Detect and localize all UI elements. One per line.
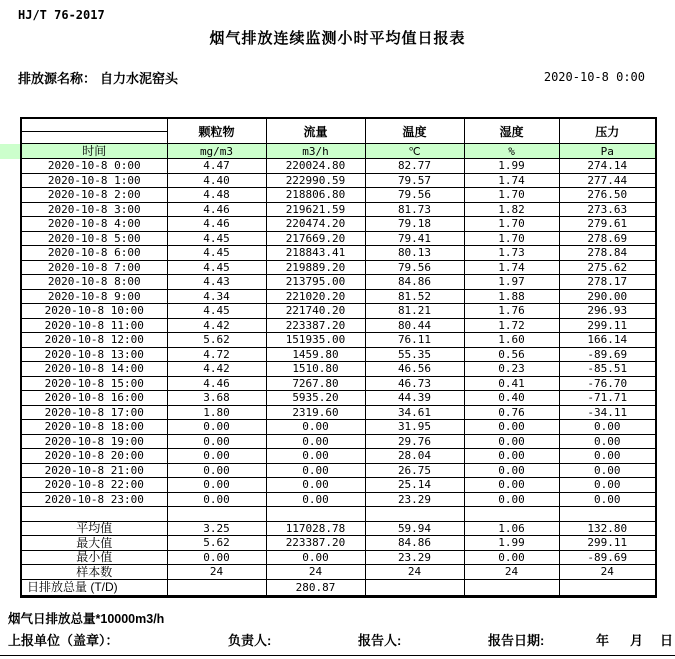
table-row [21, 405, 656, 420]
spacer-cell [21, 507, 167, 522]
summary-temperature-cell: 24 [365, 565, 464, 580]
humidity-cell: 1.76 [464, 304, 559, 319]
particulate-cell: 0.00 [167, 449, 266, 464]
summary-flow-cell: 117028.78 [266, 521, 365, 536]
flow-cell: 0.00 [266, 420, 365, 435]
flow-cell: 5935.20 [266, 391, 365, 406]
table-row [21, 434, 656, 449]
table-row [21, 202, 656, 217]
summary-flow-cell: 223387.20 [266, 536, 365, 551]
humidity-cell: 1.88 [464, 289, 559, 304]
time-cell: 2020-10-8 11:00 [21, 318, 167, 333]
humidity-cell: 0.00 [464, 449, 559, 464]
pressure-cell: -34.11 [559, 405, 656, 420]
humidity-cell: 0.00 [464, 434, 559, 449]
summary-humidity-cell: 0.00 [464, 550, 559, 565]
pressure-cell: 166.14 [559, 333, 656, 348]
humidity-cell: 0.23 [464, 362, 559, 377]
pressure-cell: 0.00 [559, 420, 656, 435]
col-header-pressure: 压力 [559, 118, 656, 144]
humidity-cell: 1.73 [464, 246, 559, 261]
particulate-cell: 4.45 [167, 231, 266, 246]
pressure-cell: 290.00 [559, 289, 656, 304]
summary-pressure-cell: 299.11 [559, 536, 656, 551]
flow-cell: 220474.20 [266, 217, 365, 232]
col-header-flow: 流量 [266, 118, 365, 144]
particulate-cell: 4.46 [167, 202, 266, 217]
standard-code: HJ/T 76-2017 [18, 8, 105, 22]
source-name-label: 排放源名称： [18, 71, 97, 86]
summary-temperature-cell: 23.29 [365, 550, 464, 565]
day-label: 日 [660, 633, 674, 648]
parameter-header-row [21, 118, 656, 144]
spacer-cell [167, 507, 266, 522]
month-label: 月 [630, 633, 644, 648]
flow-cell: 221020.20 [266, 289, 365, 304]
table-row [21, 246, 656, 261]
table-row [21, 217, 656, 232]
temperature-cell: 81.52 [365, 289, 464, 304]
pressure-cell: 0.00 [559, 449, 656, 464]
temperature-cell: 76.11 [365, 333, 464, 348]
humidity-cell: 0.00 [464, 420, 559, 435]
table-row [21, 188, 656, 203]
summary-humidity-cell: 24 [464, 565, 559, 580]
time-cell: 2020-10-8 7:00 [21, 260, 167, 275]
pressure-cell: 0.00 [559, 478, 656, 493]
table-row [21, 173, 656, 188]
table-row [21, 362, 656, 377]
particulate-cell: 4.45 [167, 260, 266, 275]
humidity-cell: 1.70 [464, 217, 559, 232]
pressure-cell: -89.69 [559, 347, 656, 362]
summary-particulate-cell: 24 [167, 565, 266, 580]
time-cell: 2020-10-8 21:00 [21, 463, 167, 478]
summary-label-cell: 平均值 [21, 521, 167, 536]
temperature-cell: 23.29 [365, 492, 464, 507]
pressure-cell: -71.71 [559, 391, 656, 406]
humidity-cell: 0.56 [464, 347, 559, 362]
humidity-cell: 1.74 [464, 260, 559, 275]
unit-particulate-cell: mg/m3 [167, 144, 266, 159]
summary-pressure-cell: 24 [559, 565, 656, 580]
time-cell: 2020-10-8 18:00 [21, 420, 167, 435]
summary-row [21, 550, 656, 565]
summary-particulate-cell: 5.62 [167, 536, 266, 551]
flow-cell: 0.00 [266, 478, 365, 493]
time-cell: 2020-10-8 13:00 [21, 347, 167, 362]
time-cell: 2020-10-8 4:00 [21, 217, 167, 232]
split-divider-line [22, 119, 167, 132]
table-row [21, 478, 656, 493]
summary-particulate-cell: 0.00 [167, 550, 266, 565]
time-cell: 2020-10-8 20:00 [21, 449, 167, 464]
particulate-cell: 5.62 [167, 333, 266, 348]
unit-pressure-cell: Pa [559, 144, 656, 159]
particulate-cell: 4.40 [167, 173, 266, 188]
pressure-cell: 277.44 [559, 173, 656, 188]
pressure-cell: 275.62 [559, 260, 656, 275]
pressure-cell: 278.69 [559, 231, 656, 246]
humidity-cell: 0.76 [464, 405, 559, 420]
temperature-cell: 31.95 [365, 420, 464, 435]
unit-header-row [21, 144, 656, 159]
pressure-cell: 276.50 [559, 188, 656, 203]
humidity-cell: 0.41 [464, 376, 559, 391]
table-row [21, 260, 656, 275]
table-row [21, 289, 656, 304]
summary-label-cell: 日排放总量 (T/D) [21, 579, 167, 596]
table-row [21, 420, 656, 435]
responsible-person-label: 负责人: [228, 633, 272, 648]
flow-cell: 222990.59 [266, 173, 365, 188]
summary-label-cell: 样本数 [21, 565, 167, 580]
time-cell: 2020-10-8 19:00 [21, 434, 167, 449]
time-cell: 2020-10-8 16:00 [21, 391, 167, 406]
temperature-cell: 79.56 [365, 260, 464, 275]
pressure-cell: 279.61 [559, 217, 656, 232]
pressure-cell: -76.70 [559, 376, 656, 391]
humidity-cell: 1.70 [464, 188, 559, 203]
table-row [21, 391, 656, 406]
temperature-cell: 25.14 [365, 478, 464, 493]
spacer-cell [464, 507, 559, 522]
table-row [21, 304, 656, 319]
time-cell: 2020-10-8 17:00 [21, 405, 167, 420]
col-header-temperature: 温度 [365, 118, 464, 144]
pressure-cell: 0.00 [559, 463, 656, 478]
temperature-cell: 46.73 [365, 376, 464, 391]
pressure-cell: 273.63 [559, 202, 656, 217]
summary-flow-cell: 280.87 [266, 579, 365, 596]
time-header-cell [21, 118, 167, 144]
summary-pressure-cell: 132.80 [559, 521, 656, 536]
humidity-cell: 0.00 [464, 463, 559, 478]
time-label-cell: 时间 [21, 144, 167, 159]
time-cell: 2020-10-8 15:00 [21, 376, 167, 391]
particulate-cell: 4.47 [167, 159, 266, 174]
flow-cell: 0.00 [266, 449, 365, 464]
summary-row [21, 521, 656, 536]
spacer-cell [559, 507, 656, 522]
spacer-cell [365, 507, 464, 522]
col-header-humidity: 湿度 [464, 118, 559, 144]
table-row [21, 449, 656, 464]
report-date-label: 报告日期: [488, 633, 545, 648]
flow-cell: 1510.80 [266, 362, 365, 377]
humidity-cell: 1.74 [464, 173, 559, 188]
table-row [21, 231, 656, 246]
spacer-row-group [21, 507, 656, 522]
flow-cell: 2319.60 [266, 405, 365, 420]
particulate-cell: 0.00 [167, 463, 266, 478]
temperature-cell: 44.39 [365, 391, 464, 406]
humidity-cell: 0.40 [464, 391, 559, 406]
summary-particulate-cell [167, 579, 266, 596]
humidity-cell: 0.00 [464, 478, 559, 493]
particulate-cell: 1.80 [167, 405, 266, 420]
time-cell: 2020-10-8 2:00 [21, 188, 167, 203]
time-cell: 2020-10-8 0:00 [21, 159, 167, 174]
temperature-cell: 26.75 [365, 463, 464, 478]
summary-row [21, 579, 656, 596]
temperature-cell: 84.86 [365, 275, 464, 290]
report-datetime: 2020-10-8 0:00 [543, 70, 645, 84]
flow-cell: 151935.00 [266, 333, 365, 348]
pressure-cell: 0.00 [559, 492, 656, 507]
flow-cell: 0.00 [266, 463, 365, 478]
temperature-cell: 79.57 [365, 173, 464, 188]
table-row [21, 376, 656, 391]
particulate-cell: 0.00 [167, 420, 266, 435]
particulate-cell: 0.00 [167, 434, 266, 449]
flow-cell: 1459.80 [266, 347, 365, 362]
pressure-cell: 274.14 [559, 159, 656, 174]
time-cell: 2020-10-8 6:00 [21, 246, 167, 261]
summary-pressure-cell: -89.69 [559, 550, 656, 565]
particulate-cell: 0.00 [167, 478, 266, 493]
particulate-cell: 3.68 [167, 391, 266, 406]
humidity-cell: 1.60 [464, 333, 559, 348]
time-cell: 2020-10-8 23:00 [21, 492, 167, 507]
particulate-cell: 4.46 [167, 376, 266, 391]
time-cell: 2020-10-8 10:00 [21, 304, 167, 319]
particulate-cell: 0.00 [167, 492, 266, 507]
summary-row [21, 536, 656, 551]
table-row [21, 347, 656, 362]
flow-total-note: 烟气日排放总量*10000m3/h [8, 612, 165, 626]
flow-cell: 219889.20 [266, 260, 365, 275]
humidity-cell: 0.00 [464, 492, 559, 507]
time-cell: 2020-10-8 5:00 [21, 231, 167, 246]
summary-flow-cell: 0.00 [266, 550, 365, 565]
summary-particulate-cell: 3.25 [167, 521, 266, 536]
pressure-cell: 278.84 [559, 246, 656, 261]
temperature-cell: 79.18 [365, 217, 464, 232]
temperature-cell: 79.41 [365, 231, 464, 246]
flow-cell: 7267.80 [266, 376, 365, 391]
humidity-cell: 1.72 [464, 318, 559, 333]
particulate-cell: 4.42 [167, 318, 266, 333]
monitoring-table [20, 117, 657, 598]
unit-flow-cell: m3/h [266, 144, 365, 159]
summary-temperature-cell: 59.94 [365, 521, 464, 536]
humidity-cell: 1.70 [464, 231, 559, 246]
time-cell: 2020-10-8 3:00 [21, 202, 167, 217]
table-row [21, 333, 656, 348]
temperature-cell: 55.35 [365, 347, 464, 362]
summary-humidity-cell: 1.99 [464, 536, 559, 551]
table-row [21, 492, 656, 507]
reporter-label: 报告人: [358, 633, 402, 648]
temperature-cell: 29.76 [365, 434, 464, 449]
bottom-divider [0, 655, 675, 656]
flow-cell: 0.00 [266, 434, 365, 449]
pressure-cell: 0.00 [559, 434, 656, 449]
particulate-cell: 4.42 [167, 362, 266, 377]
flow-cell: 221740.20 [266, 304, 365, 319]
particulate-cell: 4.72 [167, 347, 266, 362]
summary-flow-cell: 24 [266, 565, 365, 580]
particulate-cell: 4.34 [167, 289, 266, 304]
time-cell: 2020-10-8 1:00 [21, 173, 167, 188]
time-cell: 2020-10-8 14:00 [21, 362, 167, 377]
summary-pressure-cell [559, 579, 656, 596]
pressure-cell: 299.11 [559, 318, 656, 333]
spacer-cell [266, 507, 365, 522]
report-unit-label: 上报单位（盖章）： [8, 633, 119, 648]
particulate-cell: 4.46 [167, 217, 266, 232]
time-cell: 2020-10-8 8:00 [21, 275, 167, 290]
summary-humidity-cell: 1.06 [464, 521, 559, 536]
flow-cell: 217669.20 [266, 231, 365, 246]
time-cell: 2020-10-8 22:00 [21, 478, 167, 493]
temperature-cell: 80.13 [365, 246, 464, 261]
humidity-cell: 1.97 [464, 275, 559, 290]
summary-humidity-cell [464, 579, 559, 596]
summary-temperature-cell [365, 579, 464, 596]
temperature-cell: 34.61 [365, 405, 464, 420]
temperature-cell: 46.56 [365, 362, 464, 377]
flow-cell: 0.00 [266, 492, 365, 507]
summary-label-cell: 最小值 [21, 550, 167, 565]
temperature-cell: 81.73 [365, 202, 464, 217]
table-row [21, 463, 656, 478]
particulate-cell: 4.45 [167, 304, 266, 319]
flow-cell: 218843.41 [266, 246, 365, 261]
page-title: 烟气排放连续监测小时平均值日报表 [209, 30, 466, 47]
temperature-cell: 79.56 [365, 188, 464, 203]
particulate-cell: 4.43 [167, 275, 266, 290]
summary-temperature-cell: 84.86 [365, 536, 464, 551]
time-cell: 2020-10-8 12:00 [21, 333, 167, 348]
time-cell: 2020-10-8 9:00 [21, 289, 167, 304]
pressure-cell: -85.51 [559, 362, 656, 377]
table-row [21, 318, 656, 333]
flow-cell: 220024.80 [266, 159, 365, 174]
particulate-cell: 4.48 [167, 188, 266, 203]
temperature-cell: 28.04 [365, 449, 464, 464]
temperature-cell: 82.77 [365, 159, 464, 174]
unit-humidity-cell: % [464, 144, 559, 159]
hourly-data-rows [21, 159, 656, 507]
humidity-cell: 1.82 [464, 202, 559, 217]
flow-cell: 218806.80 [266, 188, 365, 203]
particulate-cell: 4.45 [167, 246, 266, 261]
col-header-particulate: 颗粒物 [167, 118, 266, 144]
flow-cell: 213795.00 [266, 275, 365, 290]
pressure-cell: 278.17 [559, 275, 656, 290]
source-name-value: 自力水泥窑头 [100, 71, 179, 86]
spacer-row [21, 507, 656, 522]
flow-cell: 223387.20 [266, 318, 365, 333]
summary-rows [21, 521, 656, 596]
flow-cell: 219621.59 [266, 202, 365, 217]
summary-label-cell: 最大值 [21, 536, 167, 551]
humidity-cell: 1.99 [464, 159, 559, 174]
temperature-cell: 80.44 [365, 318, 464, 333]
year-label: 年 [596, 633, 610, 648]
unit-temperature-cell: ℃ [365, 144, 464, 159]
table-row [21, 159, 656, 174]
temperature-cell: 81.21 [365, 304, 464, 319]
table-row [21, 275, 656, 290]
pressure-cell: 296.93 [559, 304, 656, 319]
summary-row [21, 565, 656, 580]
